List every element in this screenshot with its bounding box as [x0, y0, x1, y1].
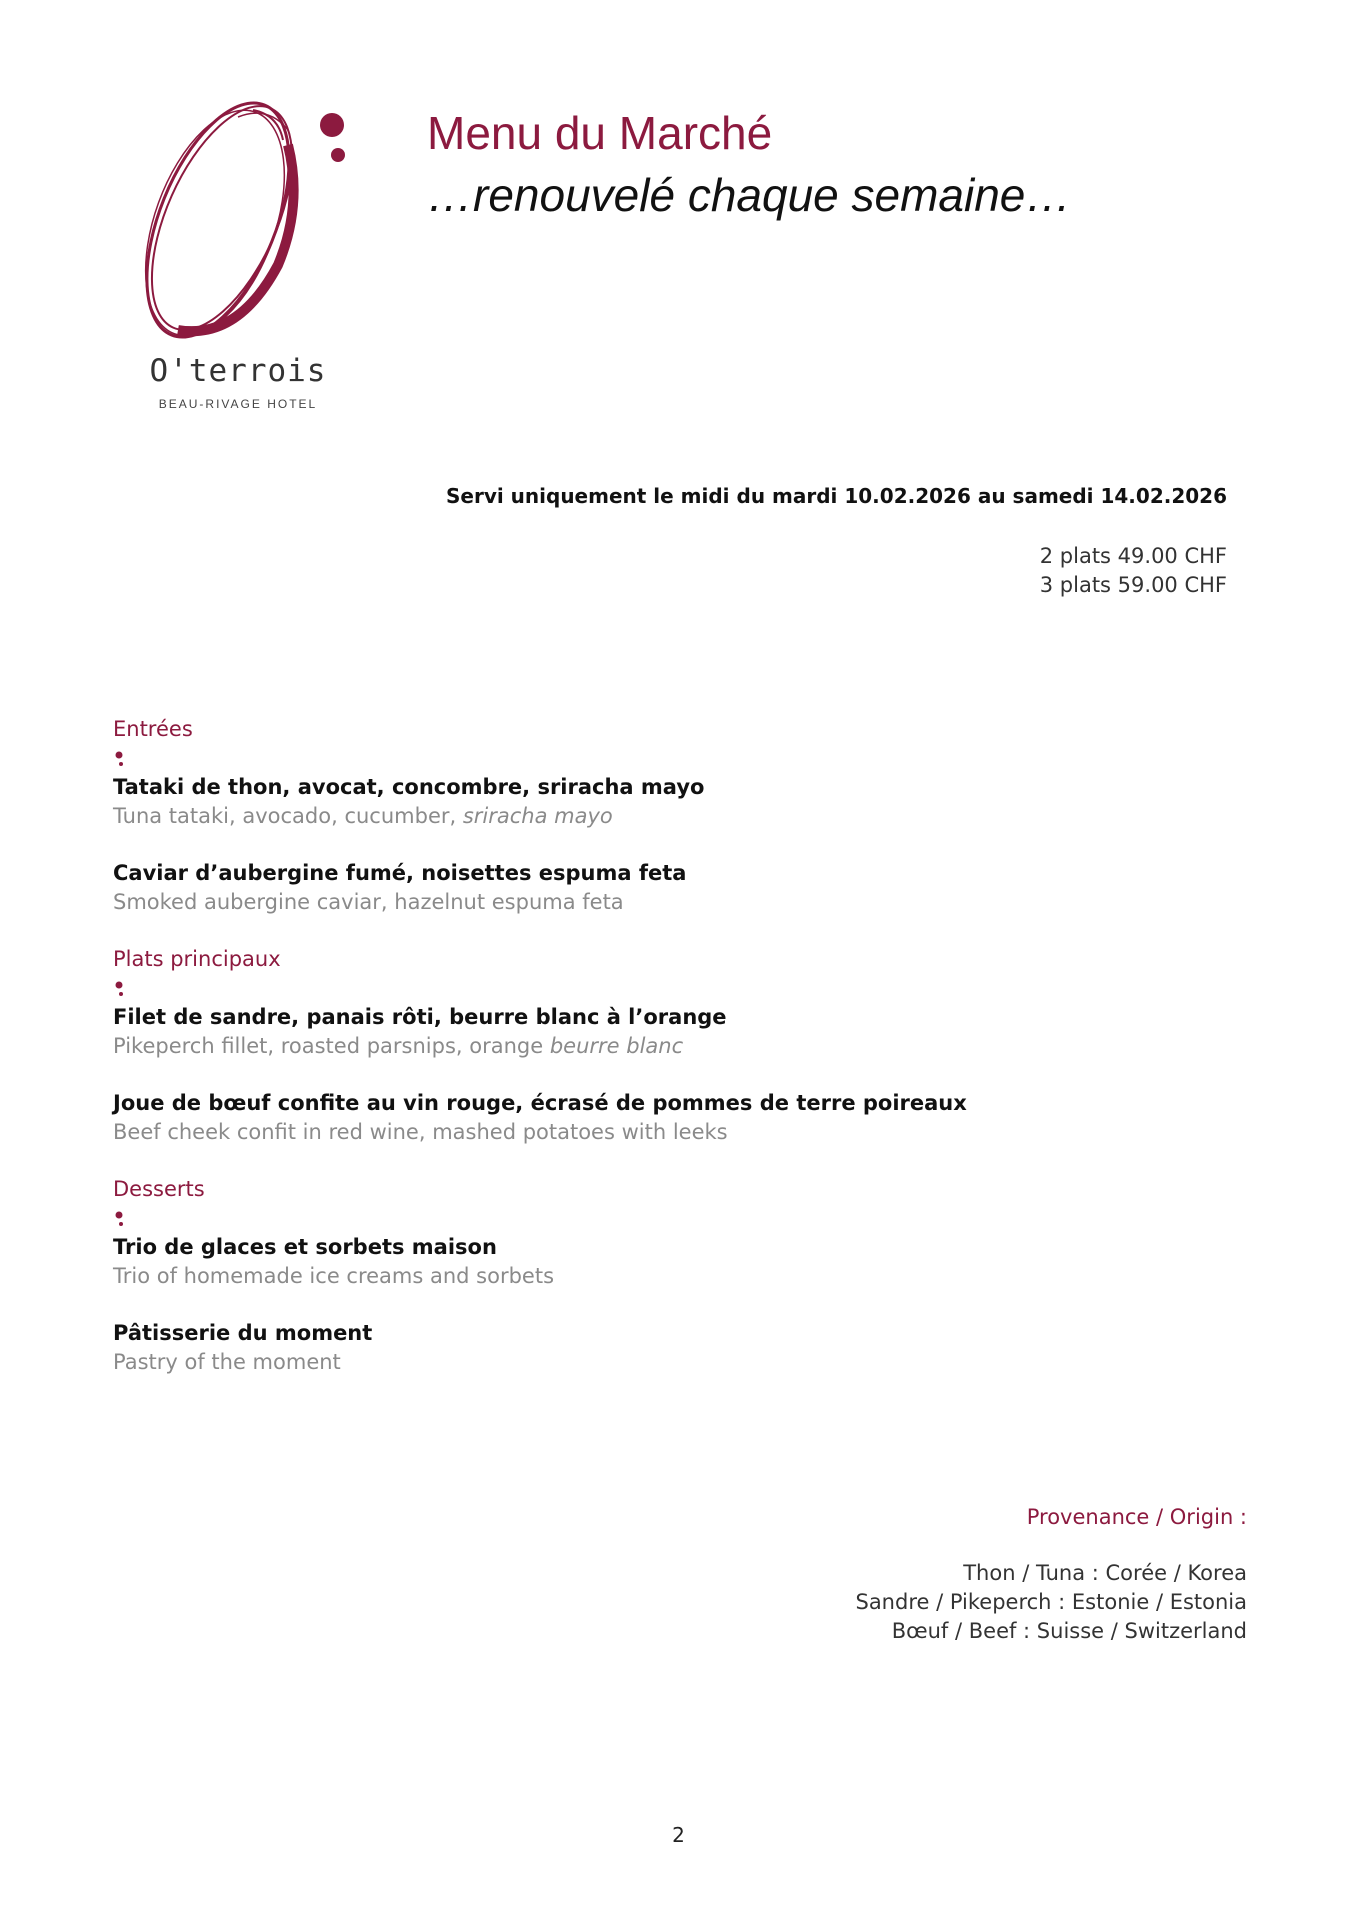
menu-list	[113, 715, 1013, 1405]
section-entrees	[113, 715, 1013, 917]
dish-name-en: Smoked aubergine caviar, hazelnut espuma feta	[113, 890, 624, 914]
section-divider-icon	[113, 743, 1013, 773]
page-number: 2	[672, 1823, 685, 1847]
dish-name-fr: Filet de sandre, panais rôti, beurre blanc à l’orange	[113, 1005, 727, 1029]
price-two-courses: 2 plats 49.00 CHF	[1039, 544, 1227, 568]
price-three-courses: 3 plats 59.00 CHF	[1039, 573, 1227, 597]
dish-name-fr: Tataki de thon, avocat, concombre, sriracha mayo	[113, 775, 705, 799]
dish-name-fr: Trio de glaces et sorbets maison	[113, 1235, 497, 1259]
dish-item	[113, 1319, 1013, 1377]
section-desserts	[113, 1175, 1013, 1377]
prices	[1040, 542, 1227, 600]
dish-item	[113, 1089, 1013, 1147]
dish-name-fr: Joue de bœuf confite au vin rouge, écrasé de pommes de terre poireaux	[113, 1091, 967, 1115]
origin-title: Provenance / Origin :	[1026, 1505, 1247, 1529]
dish-name-fr: Pâtisserie du moment	[113, 1321, 373, 1345]
dish-item	[113, 859, 1013, 917]
dish-item	[113, 1233, 1013, 1291]
dish-name-en: Pikeperch fillet, roasted parsnips, orange beurre blanc	[113, 1034, 684, 1058]
origin-block	[855, 1505, 1247, 1646]
logo-subtitle: BEAU-RIVAGE HOTEL	[158, 397, 318, 411]
section-title: Desserts	[113, 1177, 205, 1201]
dish-name-en: Pastry of the moment	[113, 1350, 341, 1374]
section-plats-principaux	[113, 945, 1013, 1147]
logo-name: O'terrois	[149, 353, 327, 389]
service-dates: Servi uniquement le midi du mardi 10.02.2026 au samedi 14.02.2026	[445, 484, 1227, 508]
section-title: Plats principaux	[113, 947, 281, 971]
dish-name-en: Trio of homemade ice creams and sorbets	[113, 1264, 555, 1288]
dish-name-fr: Caviar d’aubergine fumé, noisettes espuma feta	[113, 861, 687, 885]
logo-emblem-icon	[118, 95, 358, 355]
page-title: Menu du Marché	[427, 107, 773, 159]
restaurant-logo	[118, 95, 358, 425]
dish-name-en: Tuna tataki, avocado, cucumber, sriracha mayo	[113, 804, 613, 828]
section-divider-icon	[113, 973, 1013, 1003]
page-subtitle: …renouvelé chaque semaine…	[427, 169, 1072, 221]
dish-item	[113, 773, 1013, 831]
dish-item	[113, 1003, 1013, 1061]
section-title: Entrées	[113, 717, 193, 741]
dish-name-en: Beef cheek confit in red wine, mashed potatoes with leeks	[113, 1120, 728, 1144]
origin-line: Sandre / Pikeperch : Estonie / Estonia	[855, 1590, 1247, 1614]
section-divider-icon	[113, 1203, 1013, 1233]
origin-line: Bœuf / Beef : Suisse / Switzerland	[891, 1619, 1247, 1643]
origin-line: Thon / Tuna : Corée / Korea	[963, 1561, 1247, 1585]
